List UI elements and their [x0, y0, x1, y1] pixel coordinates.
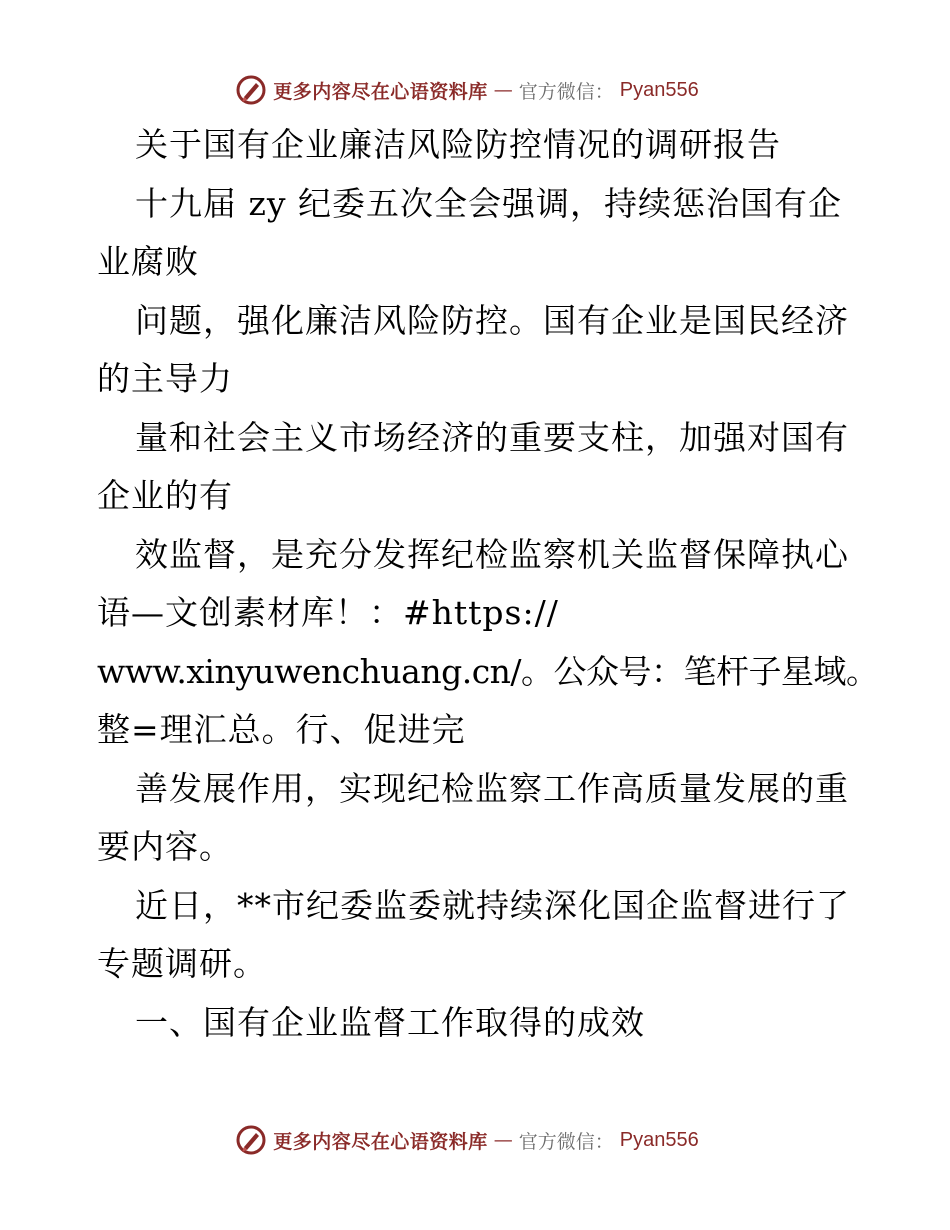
doc-line: 近日，**市纪委监委就持续深化国企监督进行了 [135, 885, 850, 925]
footer-banner-text: 更多内容尽在心语资料库 [273, 1130, 488, 1153]
doc-title: 关于国有企业廉洁风险防控情况的调研报告 [135, 125, 781, 164]
doc-line: 整=理汇总。行、促进完 [97, 710, 466, 749]
header-banner-wechat-id: Pyan556 [619, 78, 699, 101]
doc-line: 业腐败 [97, 242, 199, 281]
pen-logo-icon [235, 1124, 267, 1156]
doc-line: 企业的有 [97, 476, 233, 515]
doc-line: 问题，强化廉洁风险防控。国有企业是国民经济 [135, 300, 849, 340]
doc-line: 效监督，是充分发挥纪检监察机关监督保障执心 [135, 534, 849, 574]
footer-banner-inner [235, 1124, 699, 1156]
doc-line: 要内容。 [97, 827, 233, 866]
pen-logo-icon [235, 74, 267, 106]
doc-section-heading: 一、国有企业监督工作取得的成效 [135, 1002, 645, 1042]
footer-banner-label: 官方微信： [518, 1130, 614, 1153]
header-banner-text: 更多内容尽在心语资料库 [273, 80, 488, 103]
doc-line: 十九届 zy 纪委五次全会强调，持续惩治国有企 [135, 183, 843, 223]
doc-line-url: www.xinyuwenchuang.cn/。公众号：笔杆子星域。 [97, 651, 879, 691]
header-banner-inner [235, 74, 699, 106]
header-banner [0, 70, 950, 110]
doc-line: 专题调研。 [97, 944, 267, 983]
doc-line: 语—文创素材库！：#https:// [97, 593, 559, 632]
footer-banner-wechat-id: Pyan556 [619, 1128, 699, 1151]
header-banner-label: 官方微信： [518, 80, 614, 103]
doc-line: 量和社会主义市场经济的重要支柱，加强对国有 [135, 417, 849, 457]
footer-banner-dash: — [493, 1129, 513, 1151]
document-body [97, 116, 879, 1052]
doc-line: 善发展作用，实现纪检监察工作高质量发展的重 [135, 768, 849, 808]
header-banner-dash: — [493, 79, 513, 101]
footer-banner [0, 1120, 950, 1160]
doc-line: 的主导力 [97, 359, 233, 398]
